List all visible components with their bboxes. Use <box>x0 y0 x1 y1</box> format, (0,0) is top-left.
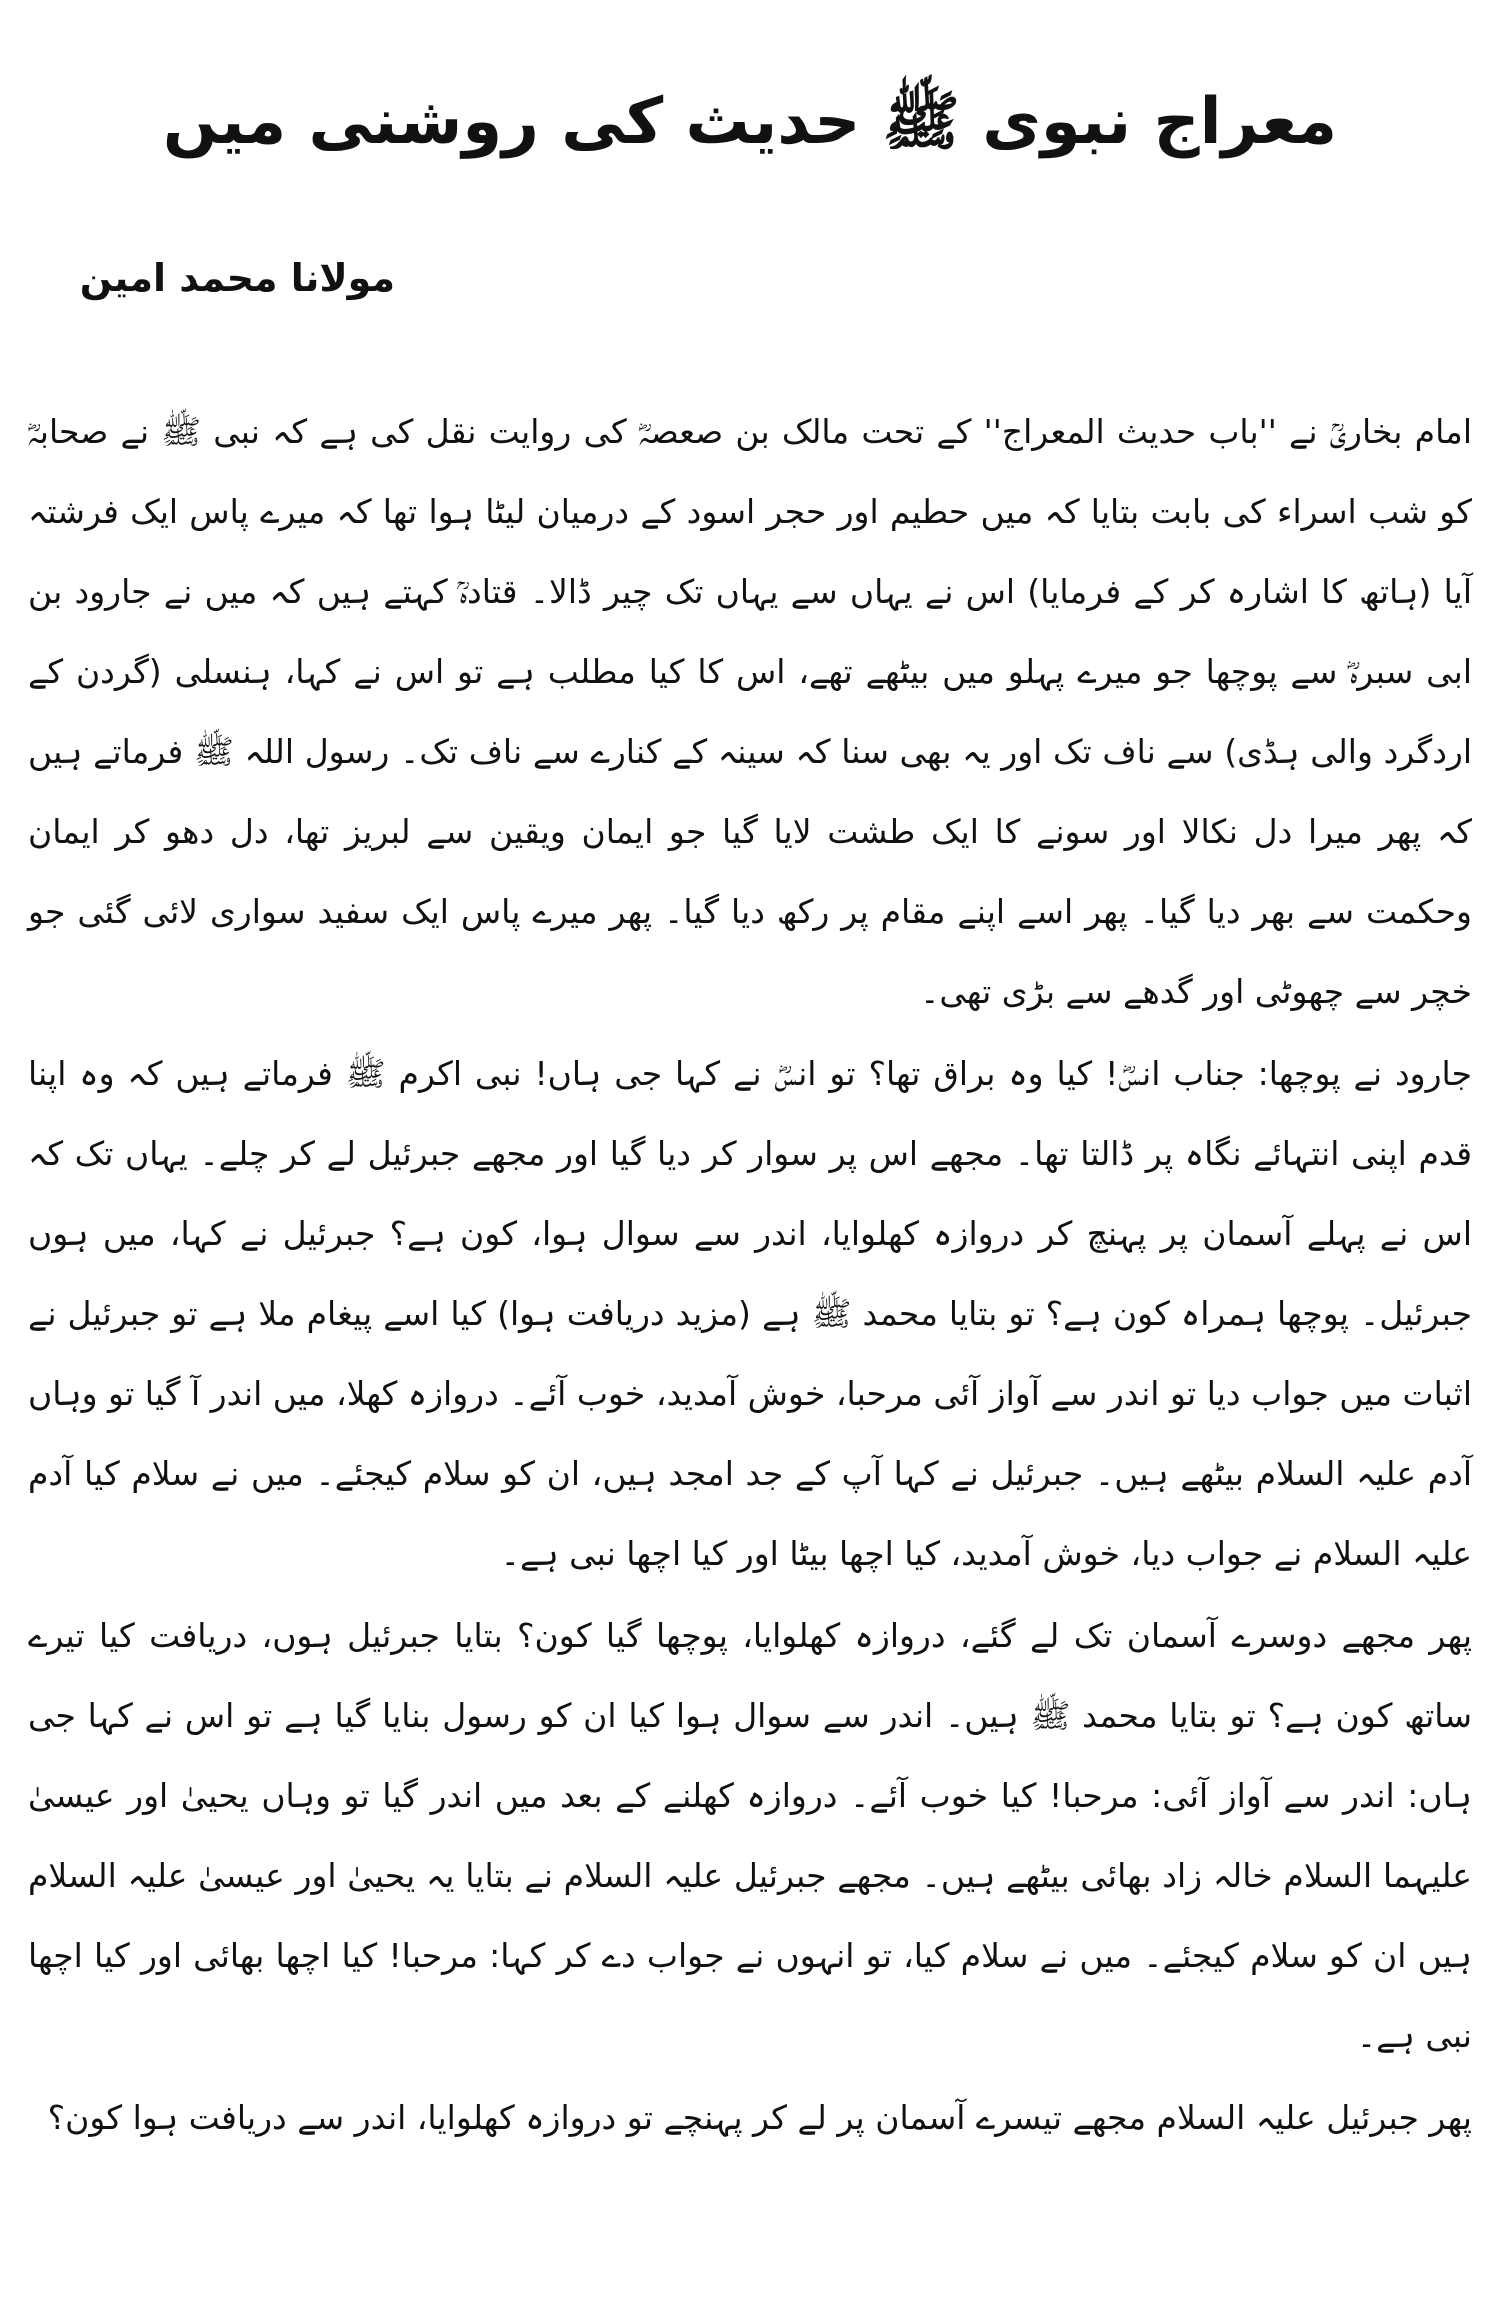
paragraph: امام بخاریؒ نے ''باب حدیث المعراج'' کے تحت مالک بن صعصہؓ کی روایت نقل کی ہے کہ نبی ﷺ نے صحابہؓ کو شب اسراء کی بابت بتایا کہ میں حطیم اور حجر اسود کے درمیان لیٹا ہوا تھا کہ میرے پاس ایک فرشتہ آیا (ہاتھ کا اشارہ کر کے فرمایا) اس نے یہاں سے یہاں تک چیر ڈالا۔ قتادہؒ کہتے ہیں کہ میں نے جارود بن ابی سبرہؓ سے پوچھا جو میرے پہلو میں بیٹھے تھے، اس کا کیا مطلب ہے تو اس نے کہا، ہنسلی (گردن کے اردگرد والی ہڈی) سے ناف تک اور یہ بھی سنا کہ سینہ کے کنارے سے ناف تک۔ رسول اللہ ﷺ فرماتے ہیں کہ پھر میرا دل نکالا اور سونے کا ایک طشت لایا گیا جو ایمان ویقین سے لبریز تھا، دل دھو کر ایمان وحکمت سے بھر دیا گیا۔ پھر اسے اپنے مقام پر رکھ دیا گیا۔ پھر میرے پاس ایک سفید سواری لائی گئی جو خچر سے چھوٹی اور گدھے سے بڑی تھی۔ <box>28 412 1472 1011</box>
paragraph: پھر جبرئیل علیہ السلام مجھے تیسرے آسمان پر لے کر پہنچے تو دروازہ کھلوایا، اندر سے دریافت ہوا کون؟ <box>47 2098 1472 2137</box>
paragraph: پھر مجھے دوسرے آسمان تک لے گئے، دروازہ کھلوایا، پوچھا گیا کون؟ بتایا جبرئیل ہوں، دریافت کیا تیرے ساتھ کون ہے؟ تو بتایا محمد ﷺ ہیں۔ اندر سے سوال ہوا کیا ان کو رسول بنایا گیا ہے تو اس نے کہا جی ہاں: اندر سے آواز آئی: مرحبا! کیا خوب آئے۔ دروازہ کھلنے کے بعد میں اندر گیا تو وہاں یحییٰ اور عیسیٰ علیہما السلام خالہ زاد بھائی بیٹھے ہیں۔ مجھے جبرئیل علیہ السلام نے بتایا یہ یحییٰ اور عیسیٰ علیہ السلام ہیں ان کو سلام کیجئے۔ میں نے سلام کیا، تو انہوں نے جواب دے کر کہا: مرحبا! کیا اچھا بھائی اور کیا اچھا نبی ہے۔ <box>28 1616 1472 2055</box>
article-body <box>28 392 1472 2158</box>
author-name: مولانا محمد امین <box>79 256 395 300</box>
paragraph: جارود نے پوچھا: جناب انسؓ! کیا وہ براق تھا؟ تو انسؓ نے کہا جی ہاں! نبی اکرم ﷺ فرماتے ہیں کہ وہ اپنا قدم اپنی انتہائے نگاہ پر ڈالتا تھا۔ مجھے اس پر سوار کر دیا گیا اور مجھے جبرئیل لے کر چلے۔ یہاں تک کہ اس نے پہلے آسمان پر پہنچ کر دروازہ کھلوایا، اندر سے سوال ہوا، کون ہے؟ جبرئیل نے کہا، میں ہوں جبرئیل۔ پوچھا ہمراہ کون ہے؟ تو بتایا محمد ﷺ ہے (مزید دریافت ہوا) کیا اسے پیغام ملا ہے تو جبرئیل نے اثبات میں جواب دیا تو اندر سے آواز آئی مرحبا، خوش آمدید، خوب آئے۔ دروازہ کھلا، میں اندر آ گیا تو وہاں آدم علیہ السلام بیٹھے ہیں۔ جبرئیل نے کہا آپ کے جد امجد ہیں، ان کو سلام کیجئے۔ میں نے سلام کیا آدم علیہ السلام نے جواب دیا، خوش آمدید، کیا اچھا بیٹا اور کیا اچھا نبی ہے۔ <box>28 1054 1472 1573</box>
page-title: معراج نبوی ﷺ حدیث کی روشنی میں <box>162 85 1338 159</box>
